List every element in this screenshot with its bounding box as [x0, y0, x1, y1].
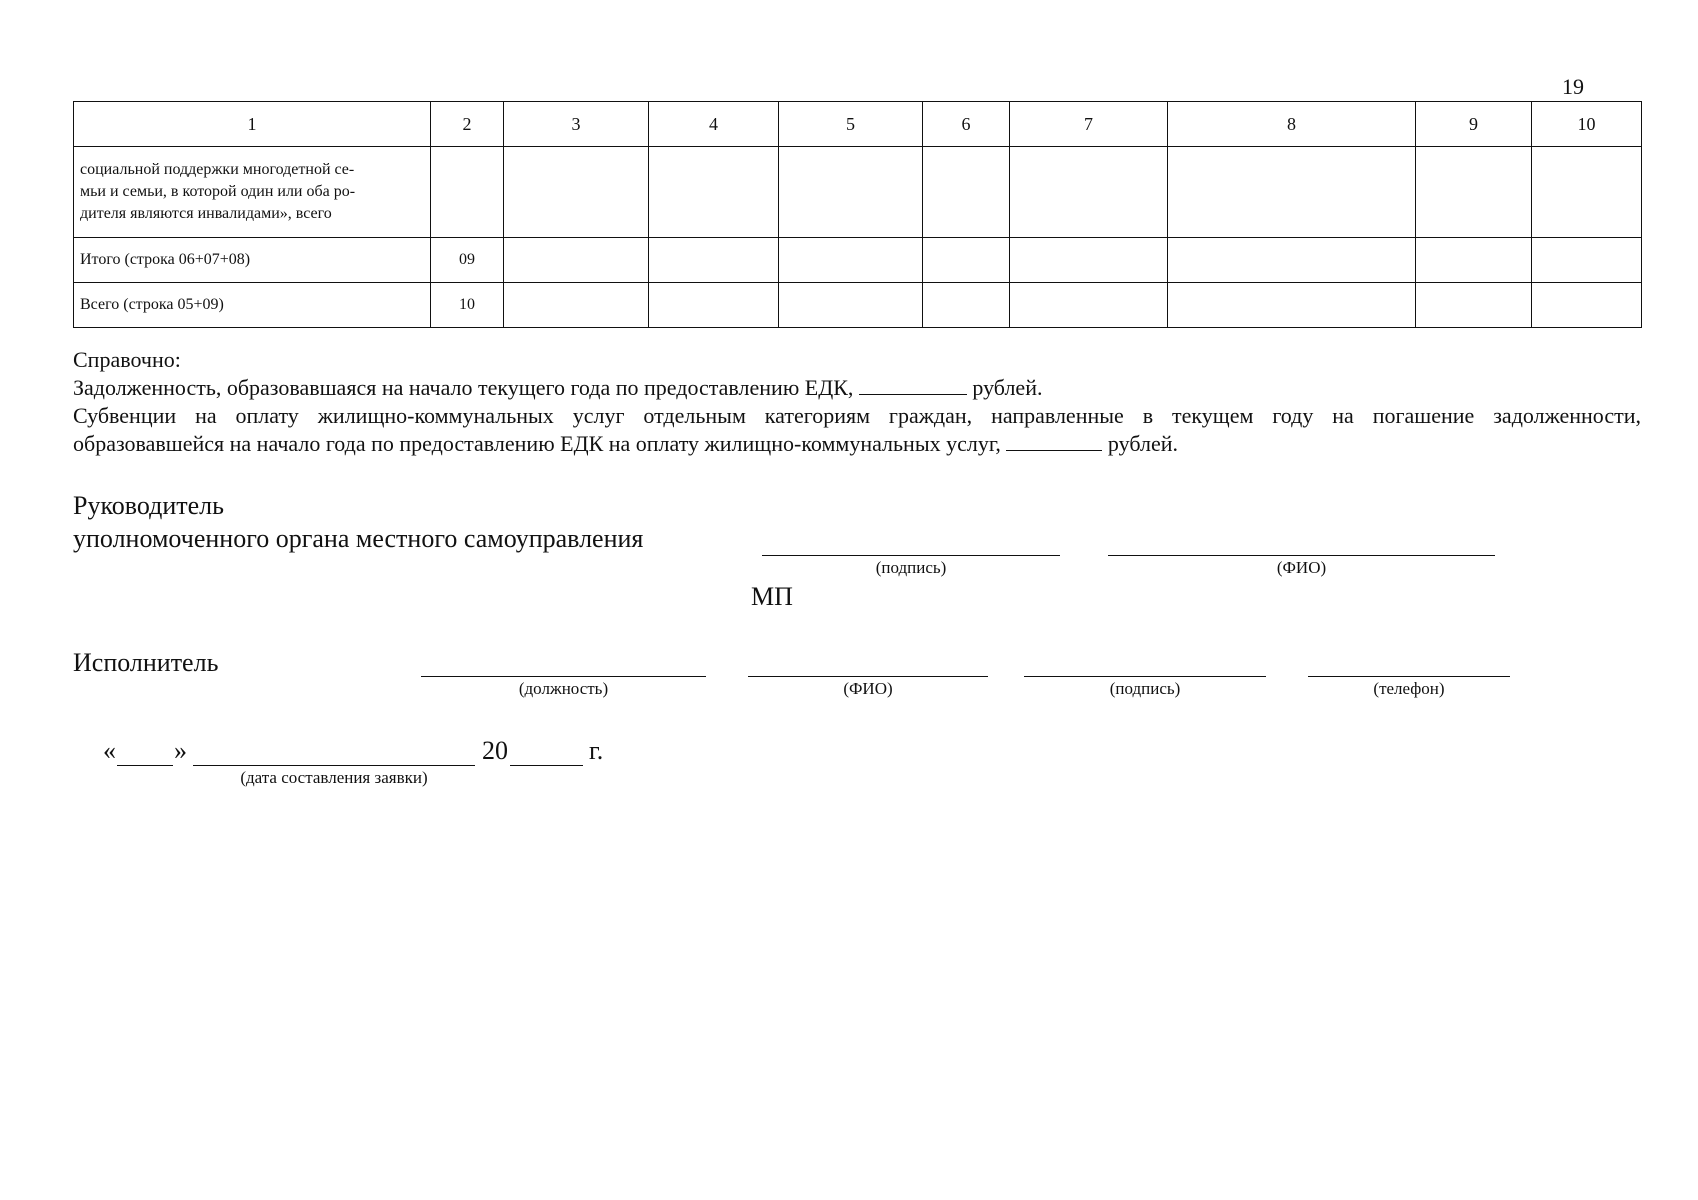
subvention-amount-blank [1006, 430, 1102, 451]
row-label: Итого (строка 06+07+08) [74, 238, 431, 283]
column-header: 8 [1168, 102, 1416, 147]
table-cell [923, 147, 1010, 238]
table-cell [1416, 283, 1532, 328]
column-header: 2 [431, 102, 504, 147]
table-cell [923, 283, 1010, 328]
column-header: 1 [74, 102, 431, 147]
table-cell [649, 147, 779, 238]
executor-position-caption: (должность) [518, 679, 609, 698]
row-code [431, 147, 504, 238]
page-number: 19 [1562, 74, 1584, 99]
table-cell [1010, 238, 1168, 283]
column-header: 7 [1010, 102, 1168, 147]
table-cell [649, 283, 779, 328]
debt-text: Задолженность, образовавшаяся на начало текущего года по предоставлению ЕДК, [73, 375, 854, 400]
head-name-caption: (ФИО) [1276, 558, 1327, 577]
table-cell [779, 238, 923, 283]
head-title: Руководитель [73, 491, 224, 520]
executor-name-line [748, 676, 988, 677]
date-year-line [510, 765, 583, 766]
column-header: 5 [779, 102, 923, 147]
table-cell [504, 147, 649, 238]
table-cell [649, 238, 779, 283]
table-cell [923, 238, 1010, 283]
executor-signature-caption: (подпись) [1109, 679, 1181, 698]
column-header: 10 [1532, 102, 1642, 147]
table-header-row [74, 102, 1642, 147]
subvention-unit: рублей. [1107, 431, 1178, 456]
head-signature-line [762, 555, 1060, 556]
report-table [73, 101, 1642, 328]
table-cell [1168, 283, 1416, 328]
table-cell [1010, 283, 1168, 328]
row-label: Всего (строка 05+09) [74, 283, 431, 328]
table-cell [1416, 238, 1532, 283]
table-cell [779, 147, 923, 238]
table-cell [504, 238, 649, 283]
table-cell [1168, 147, 1416, 238]
head-organ: уполномоченного органа местного самоуправления [73, 524, 644, 553]
head-signature-caption: (подпись) [875, 558, 947, 577]
head-name-line [1108, 555, 1495, 556]
row-label-line: мьи и семьи, в которой один или оба ро- [80, 183, 356, 200]
executor-phone-line [1308, 676, 1510, 677]
table-cell [1532, 283, 1642, 328]
column-header: 3 [504, 102, 649, 147]
executor-phone-caption: (телефон) [1373, 679, 1445, 698]
debt-line [73, 374, 1042, 402]
executor-signature-line [1024, 676, 1266, 677]
subvention-line-1: Субвенции на оплату жилищно-коммунальных услуг отдельным категориям граждан, направленные в текущем году на погашение задолженности, [73, 403, 1641, 428]
executor-name-caption: (ФИО) [843, 679, 893, 698]
column-header: 6 [923, 102, 1010, 147]
table-cell [1168, 238, 1416, 283]
debt-amount-blank [859, 374, 967, 395]
row-label [74, 147, 431, 238]
date-open-quote: « [103, 736, 116, 765]
row-code: 10 [431, 283, 504, 328]
table-cell [779, 283, 923, 328]
column-header: 4 [649, 102, 779, 147]
executor-title: Исполнитель [73, 648, 219, 677]
date-day-line [117, 765, 173, 766]
table-cell [1532, 238, 1642, 283]
table-cell [504, 283, 649, 328]
date-caption: (дата составления заявки) [240, 768, 428, 787]
subvention-text: образовавшейся на начало года по предоставлению ЕДК на оплату жилищно-коммунальных услуг, [73, 431, 1001, 456]
table-row [74, 238, 1642, 283]
date-year-suffix: г. [589, 736, 604, 765]
table-cell [1532, 147, 1642, 238]
table-cell [1010, 147, 1168, 238]
row-code: 09 [431, 238, 504, 283]
table-cell [1416, 147, 1532, 238]
date-month-line [193, 765, 475, 766]
executor-position-line [421, 676, 706, 677]
date-year-prefix: 20 [482, 736, 508, 765]
debt-unit: рублей. [972, 375, 1043, 400]
reference-title: Справочно: [73, 347, 181, 372]
row-label-line: дителя являются инвалидами», всего [80, 205, 332, 222]
stamp-label: МП [751, 582, 793, 611]
date-close-quote: » [174, 736, 187, 765]
column-header: 9 [1416, 102, 1532, 147]
table-row [74, 283, 1642, 328]
table-row [74, 147, 1642, 238]
row-label-line: социальной поддержки многодетной се- [80, 161, 355, 178]
subvention-line-2 [73, 430, 1641, 458]
